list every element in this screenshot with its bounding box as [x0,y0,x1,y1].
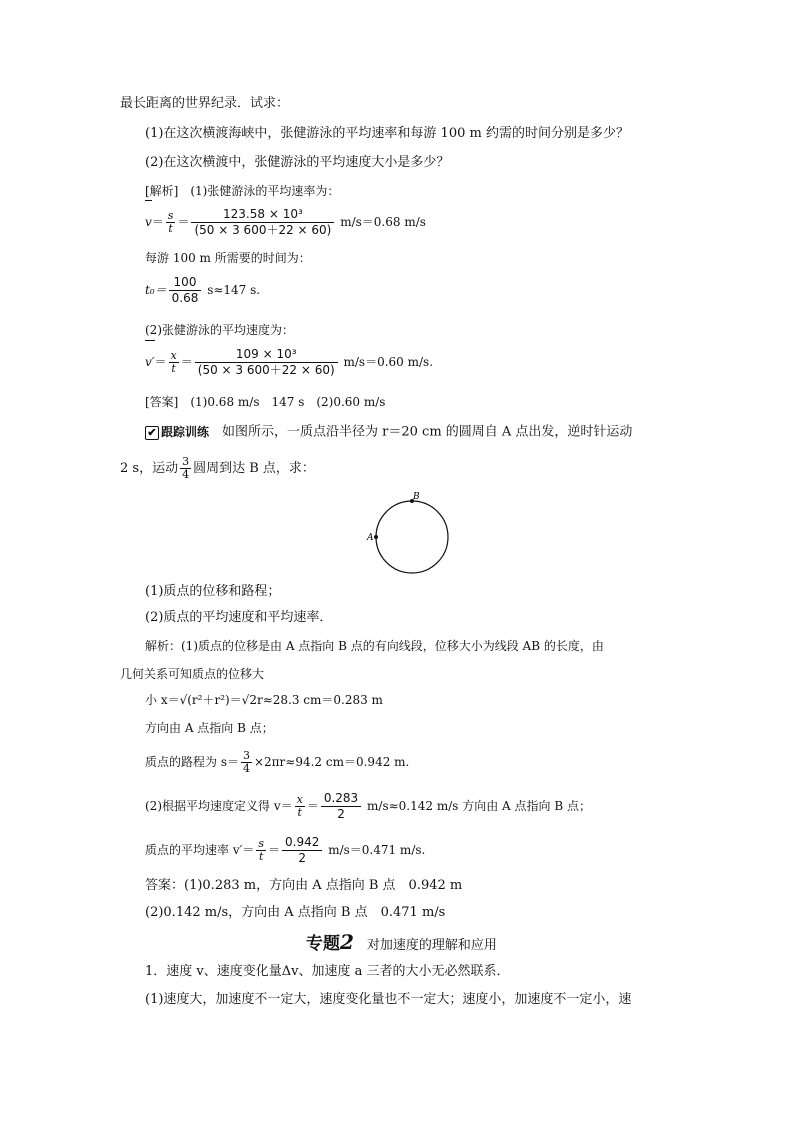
equals-sign: ＝ [151,215,164,229]
label-a: A [367,533,374,543]
formula-average-velocity [145,342,433,382]
fraction-x-over-t [295,794,305,819]
text-part: 圆周到达 B 点，求： [193,461,315,476]
answer-line-2: (2)0.142 m/s，方向由 A 点指向 B 点 0.471 m/s [145,905,446,920]
time-per-100m-heading: 每游 100 m 所需要的时间为： [145,251,311,265]
circle-figure [366,490,456,575]
frac-den: t [166,222,176,235]
checkmark-icon: ✔ [145,426,159,440]
fraction-0283-over-2 [321,791,361,822]
speed-line: 质点的平均速率 v′＝ $\frac{s}{t}$ ＝ $\frac{0.942}{2}$ m/s＝0.471 m/s. [145,835,426,865]
fraction-s-over-t [166,210,176,235]
formula-average-speed [145,202,426,242]
text-part: 质点的平均速率 v′＝ [145,843,255,857]
fraction-three-quarters [241,750,252,775]
frac-den: 0.68 [169,290,202,306]
question-2: (2)在这次横渡中，张健游泳的平均速度大小是多少？ [145,155,450,170]
answer-line: [答案] (1)0.68 m/s 147 s (2)0.60 m/s [145,395,386,409]
badge-label: 跟踪训练 [161,425,210,439]
topic-label [306,930,354,954]
text-part: m/s≈0.142 m/s 方向由 A 点指向 B 点； [367,799,591,813]
fraction-distance-over-time [191,207,334,238]
topic-point-1: 1．速度 v、速度变化量Δv、加速度 a 三者的大小无必然联系． [145,964,510,979]
formula-result: m/s＝0.68 m/s [340,215,426,229]
practice-text: 如图所示，一质点沿半径为 r＝20 cm 的圆周自 A 点出发，逆时针运动 [209,424,633,440]
fraction-displacement-over-time [195,347,338,378]
sub-question-1: (1)质点的位移和路程； [145,584,281,599]
solution-line-2: 几何关系可知质点的位移大 [120,667,265,681]
frac-den: (50 × 3 600＋22 × 60) [191,222,334,238]
topic-heading [306,930,497,954]
v-bar-symbol: v [145,202,152,242]
fraction-0942-over-2 [282,835,322,866]
frac-num: 3 [182,455,190,468]
equals-sign: ＝ [177,215,190,229]
topic-title: 对加速度的理解和应用 [353,938,497,953]
frac-den: t [169,362,179,375]
v-bar-prime-symbol: v′ [145,342,155,382]
fraction-three-quarters [180,456,191,481]
frac-num: 0.942 [285,835,320,849]
text-part: m/s＝0.471 m/s. [328,843,426,857]
t0-symbol: t₀＝ [145,283,167,297]
average-velocity-heading: (2)张健游泳的平均速度为： [145,323,294,337]
fraction-x-over-t [169,350,179,375]
answer-line-1: 答案：(1)0.283 m，方向由 A 点指向 B 点 0.942 m [145,878,463,893]
practice-text-line-2 [120,452,315,486]
formula-time [145,270,260,310]
question-1: (1)在这次横渡海峡中，张健游泳的平均速率和每游 100 m 约需的时间分别是多少？ [145,126,629,141]
frac-num: 123.58 × 10³ [223,207,303,221]
frac-den: 2 [321,806,361,822]
frac-num: x [296,793,303,806]
frac-den: t [295,806,305,819]
text-line-1: 最长距离的世界纪录．试求： [120,96,290,111]
frac-den: t [256,850,266,863]
frac-den: (50 × 3 600＋22 × 60) [195,362,338,378]
practice-intro [145,424,632,441]
frac-num: 109 × 10³ [235,347,297,361]
text-part: (2)根据平均速度定义得 v＝ [145,799,293,813]
frac-den: 2 [282,850,322,866]
label-b: B [413,492,420,502]
text-part: 2 s，运动 [120,461,179,476]
point-a [374,535,378,539]
practice-badge [145,424,209,440]
velocity-line: (2)根据平均速度定义得 v＝ $\frac{x}{t}$ ＝ $\frac{0.283}{2}$ m/s≈0.142 m/s 方向由 A 点指向 B 点； [145,791,591,821]
analysis-heading: [解析] (1)张健游泳的平均速率为： [145,184,340,198]
frac-den: 4 [242,762,250,775]
path-length-line [145,744,409,780]
frac-num: 100 [173,275,197,289]
frac-num: 3 [242,749,250,762]
fraction-100-over-068 [169,275,202,306]
direction-line: 方向由 A 点指向 B 点； [145,721,274,735]
frac-num: x [170,349,177,362]
frac-den: 4 [182,468,190,481]
frac-num: s [167,209,174,222]
frac-num: s [258,837,264,850]
circle-path [376,501,448,573]
displacement-formula: 小 x＝√(r²＋r²)＝√2r≈28.3 cm＝0.283 m [145,693,383,707]
equals-sign: ＝ [154,355,167,369]
formula-result: s≈147 s. [207,283,261,297]
topic-number: 2 [340,930,354,954]
sub-question-2: (2)质点的平均速度和平均速率． [145,610,333,625]
solution-line-1: 解析：(1)质点的位移是由 A 点指向 B 点的有向线段，位移大小为线段 AB 的长度，由 [145,639,604,653]
formula-result: m/s＝0.60 m/s. [343,355,434,369]
frac-num: 0.283 [323,791,359,805]
topic-word: 专题 [306,934,340,954]
equals-sign: ＝ [180,355,193,369]
text-part: ×2πr≈94.2 cm＝0.942 m. [253,755,410,769]
topic-point-1-detail: (1)速度大，加速度不一定大，速度变化量也不一定大；速度小，加速度不一定小，速 [145,992,632,1007]
fraction-s-over-t [256,838,266,863]
text-part: 质点的路程为 s＝ [145,755,239,769]
